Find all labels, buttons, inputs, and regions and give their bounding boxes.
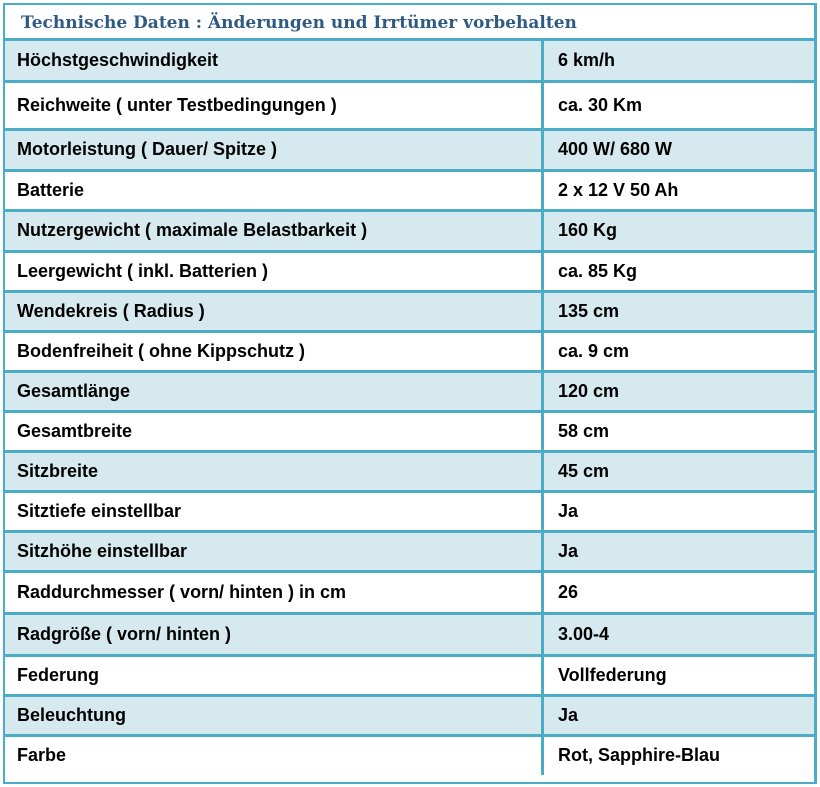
spec-label: Sitztiefe einstellbar [5,491,543,531]
table-row [5,210,814,251]
table-row [5,491,814,531]
spec-table-frame [3,3,817,784]
spec-value: 26 [543,571,815,613]
table-row [5,531,814,571]
table-row [5,170,814,210]
table-row [5,41,814,81]
spec-label: Farbe [5,735,543,775]
table-row [5,451,814,491]
table-row [5,81,814,129]
table-caption: Technische Daten : Änderungen und Irrtümer vorbehalten [5,5,814,41]
table-row [5,331,814,371]
table-row [5,371,814,411]
spec-value: ca. 9 cm [543,331,815,371]
spec-value: 400 W/ 680 W [543,129,815,170]
spec-value: Ja [543,491,815,531]
spec-label: Federung [5,655,543,695]
spec-value: 6 km/h [543,41,815,81]
spec-value: ca. 85 Kg [543,251,815,291]
spec-value: 58 cm [543,411,815,451]
spec-label: Motorleistung ( Dauer/ Spitze ) [5,129,543,170]
spec-value: 2 x 12 V 50 Ah [543,170,815,210]
spec-value: 120 cm [543,371,815,411]
spec-value: 160 Kg [543,210,815,251]
spec-value: 135 cm [543,291,815,331]
spec-label: Leergewicht ( inkl. Batterien ) [5,251,543,291]
table-row [5,735,814,775]
spec-value: 3.00-4 [543,613,815,655]
spec-value: ca. 30 Km [543,81,815,129]
spec-table [5,41,814,775]
table-row [5,655,814,695]
spec-label: Sitzbreite [5,451,543,491]
spec-label: Sitzhöhe einstellbar [5,531,543,571]
spec-value: Vollfederung [543,655,815,695]
spec-label: Reichweite ( unter Testbedingungen ) [5,81,543,129]
spec-label: Höchstgeschwindigkeit [5,41,543,81]
spec-value: Ja [543,695,815,735]
spec-label: Nutzergewicht ( maximale Belastbarkeit ) [5,210,543,251]
spec-label: Raddurchmesser ( vorn/ hinten ) in cm [5,571,543,613]
spec-label: Radgröße ( vorn/ hinten ) [5,613,543,655]
table-row [5,291,814,331]
spec-value: Ja [543,531,815,571]
table-row [5,695,814,735]
spec-value: Rot, Sapphire-Blau [558,745,721,766]
table-row [5,411,814,451]
table-row [5,571,814,613]
table-row [5,251,814,291]
spec-label: Wendekreis ( Radius ) [5,291,543,331]
table-row [5,129,814,170]
spec-label: Gesamtbreite [5,411,543,451]
spec-label: Batterie [5,170,543,210]
spec-table-body [5,41,814,775]
spec-value: 45 cm [543,451,815,491]
spec-label: Beleuchtung [5,695,543,735]
table-row [5,613,814,655]
spec-label: Gesamtlänge [5,371,543,411]
spec-label: Bodenfreiheit ( ohne Kippschutz ) [5,331,543,371]
